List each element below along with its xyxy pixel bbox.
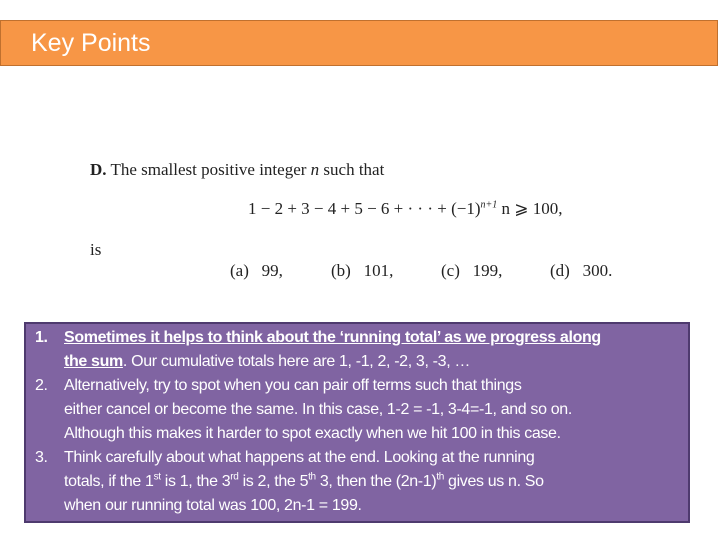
superscript: th	[436, 471, 444, 483]
is-text: is	[90, 240, 102, 259]
point-1-cont	[64, 350, 470, 374]
point-text: . Our cumulative totals here are 1, -1, 2, -2, 3, -3, …	[122, 353, 471, 370]
stem-text: The smallest positive integer	[110, 160, 307, 179]
superscript: rd	[230, 471, 239, 483]
point-3	[35, 446, 535, 470]
point-2	[35, 374, 522, 398]
point-text	[64, 470, 544, 494]
variable: n	[310, 160, 320, 179]
underlined-text: the sum	[64, 353, 123, 370]
problem-label: D.	[90, 160, 107, 179]
text: gives us n. So	[443, 473, 544, 490]
option-c: (c) 199,	[441, 261, 503, 280]
point-number: 3.	[35, 449, 48, 466]
point-number: 2.	[35, 377, 48, 394]
text: is 2, the 5	[238, 473, 309, 490]
text: totals, if the 1	[64, 473, 154, 490]
stem-end: such that	[323, 160, 385, 179]
point-1	[35, 326, 601, 350]
text: 3, then the (2n-1)	[315, 473, 437, 490]
equation	[248, 199, 563, 219]
point-text: Although this makes it harder to spot exactly when we hit 100 in this case.	[64, 425, 561, 442]
point-number: 1.	[35, 329, 48, 346]
option-d: (d) 300.	[550, 261, 613, 280]
equation-end: n ⩾ 100,	[501, 199, 563, 218]
option-a: (a) 99,	[230, 261, 283, 280]
slide-title: Key Points	[31, 29, 151, 57]
text: is 1, the 3	[160, 473, 231, 490]
point-text: when our running total was 100, 2n-1 = 199.	[64, 497, 362, 514]
key-points-box	[24, 322, 690, 523]
option-b: (b) 101,	[331, 261, 394, 280]
point-text: either cancel or become the same. In this case, 1-2 = -1, 3-4=-1, and so on.	[64, 401, 572, 418]
point-text: Think carefully about what happens at the end. Looking at the running	[64, 449, 535, 466]
underlined-text: Sometimes it helps to think about the ‘running total’ as we progress along	[64, 329, 601, 346]
superscript: st	[153, 471, 161, 483]
exponent: n+1	[480, 199, 498, 211]
problem-stem	[90, 160, 384, 180]
superscript: th	[308, 471, 316, 483]
point-text: Alternatively, try to spot when you can pair off terms such that things	[64, 377, 522, 394]
equation-text: 1 − 2 + 3 − 4 + 5 − 6 + · · · + (−1)	[248, 199, 481, 218]
